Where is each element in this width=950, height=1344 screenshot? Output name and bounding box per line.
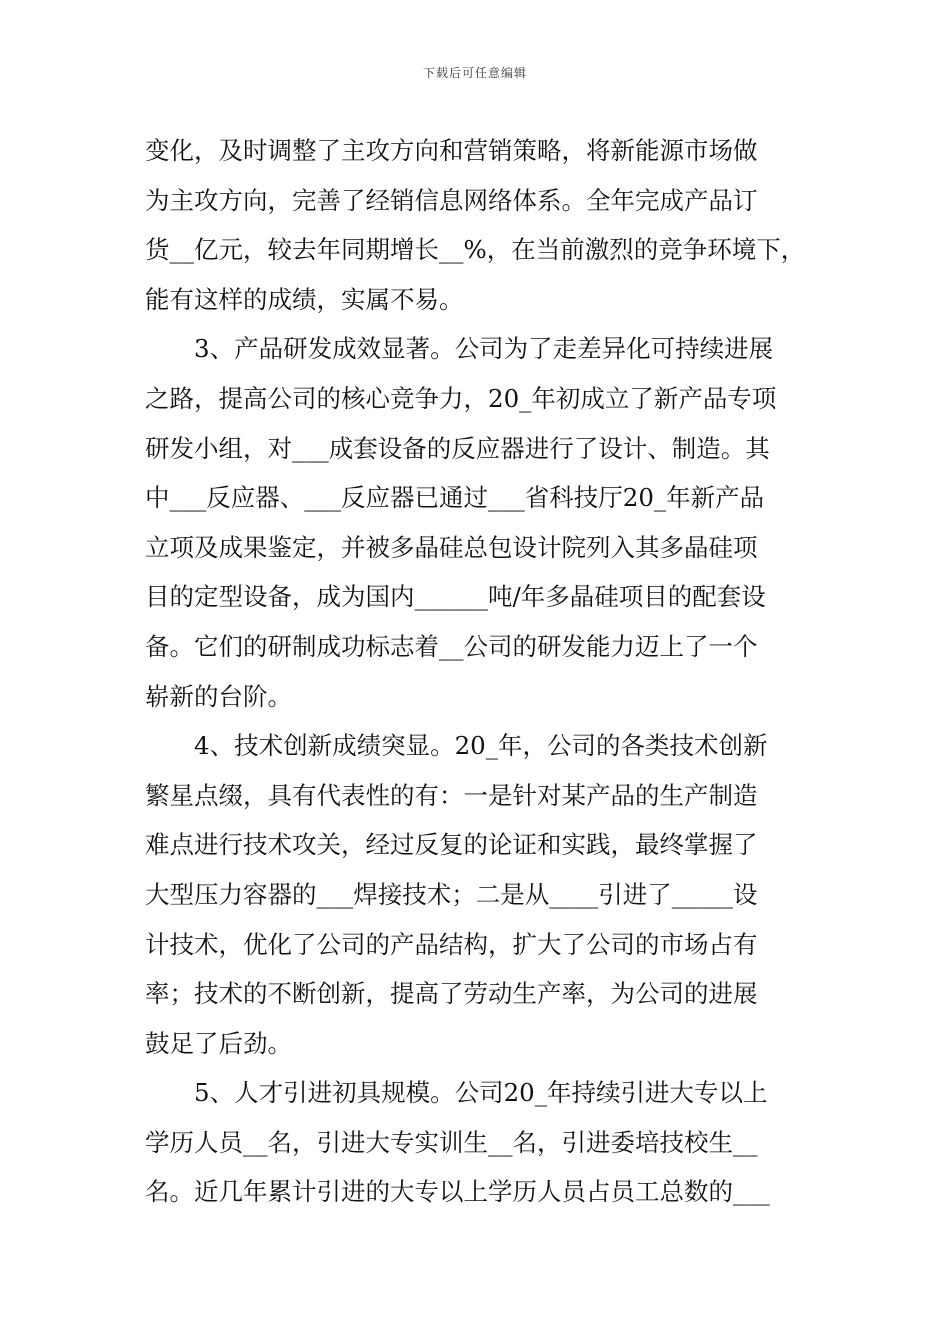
text-line: 之路，提高公司的核心竞争力，20_年初成立了新产品专项 [145, 383, 777, 413]
paragraph-first-line: 5、人才引进初具规模。公司20_年持续引进大专以上 [194, 1078, 768, 1108]
text-line: 率；技术的不断创新，提高了劳动生产率，为公司的进展 [145, 979, 758, 1009]
text-line: 立项及成果鉴定，并被多晶硅总包设计院列入其多晶硅项 [145, 532, 758, 562]
text-line: 货__亿元，较去年同期增长__%，在当前激烈的竞争环境下， [145, 235, 806, 265]
text-line: 目的定型设备，成为国内______吨/年多晶硅项目的配套设 [145, 582, 766, 612]
text-line: 研发小组，对___成套设备的反应器进行了设计、制造。其 [145, 433, 770, 463]
paragraph-first-line: 3、产品研发成效显著。公司为了走差异化可持续进展 [194, 334, 774, 364]
text-line: 能有这样的成绩，实属不易。 [145, 284, 464, 314]
page-header: 下载后可任意编辑 [422, 66, 527, 80]
text-line: 学历人员__名，引进大专实训生__名，引进委培技校生__ [145, 1127, 758, 1157]
text-line: 名。近几年累计引进的大专以上学历人员占员工总数的___ [145, 1177, 770, 1207]
text-line: 计技术，优化了公司的产品结构，扩大了公司的市场占有 [145, 929, 758, 959]
text-line: 变化，及时调整了主攻方向和营销策略，将新能源市场做 [145, 136, 758, 165]
paragraph-first-line: 4、技术创新成绩突显。20_年，公司的各类技术创新 [194, 731, 768, 761]
text-line: 备。它们的研制成功标志着__公司的研发能力迈上了一个 [145, 631, 758, 661]
text-line: 繁星点缀，具有代表性的有：一是针对某产品的生产制造 [145, 780, 758, 810]
text-line: 中___反应器、___反应器已通过___省科技厅20_年新产品 [145, 483, 765, 513]
text-line: 大型压力容器的___焊接技术；二是从____引进了_____设 [145, 879, 758, 909]
text-line: 为主攻方向，完善了经销信息网络体系。全年完成产品订 [145, 185, 758, 215]
document-body [145, 131, 825, 1222]
text-line: 难点进行技术攻关，经过反复的论证和实践，最终掌握了 [145, 830, 758, 860]
text-line: 崭新的台阶。 [145, 681, 292, 711]
text-line: 鼓足了后劲。 [145, 1028, 292, 1058]
